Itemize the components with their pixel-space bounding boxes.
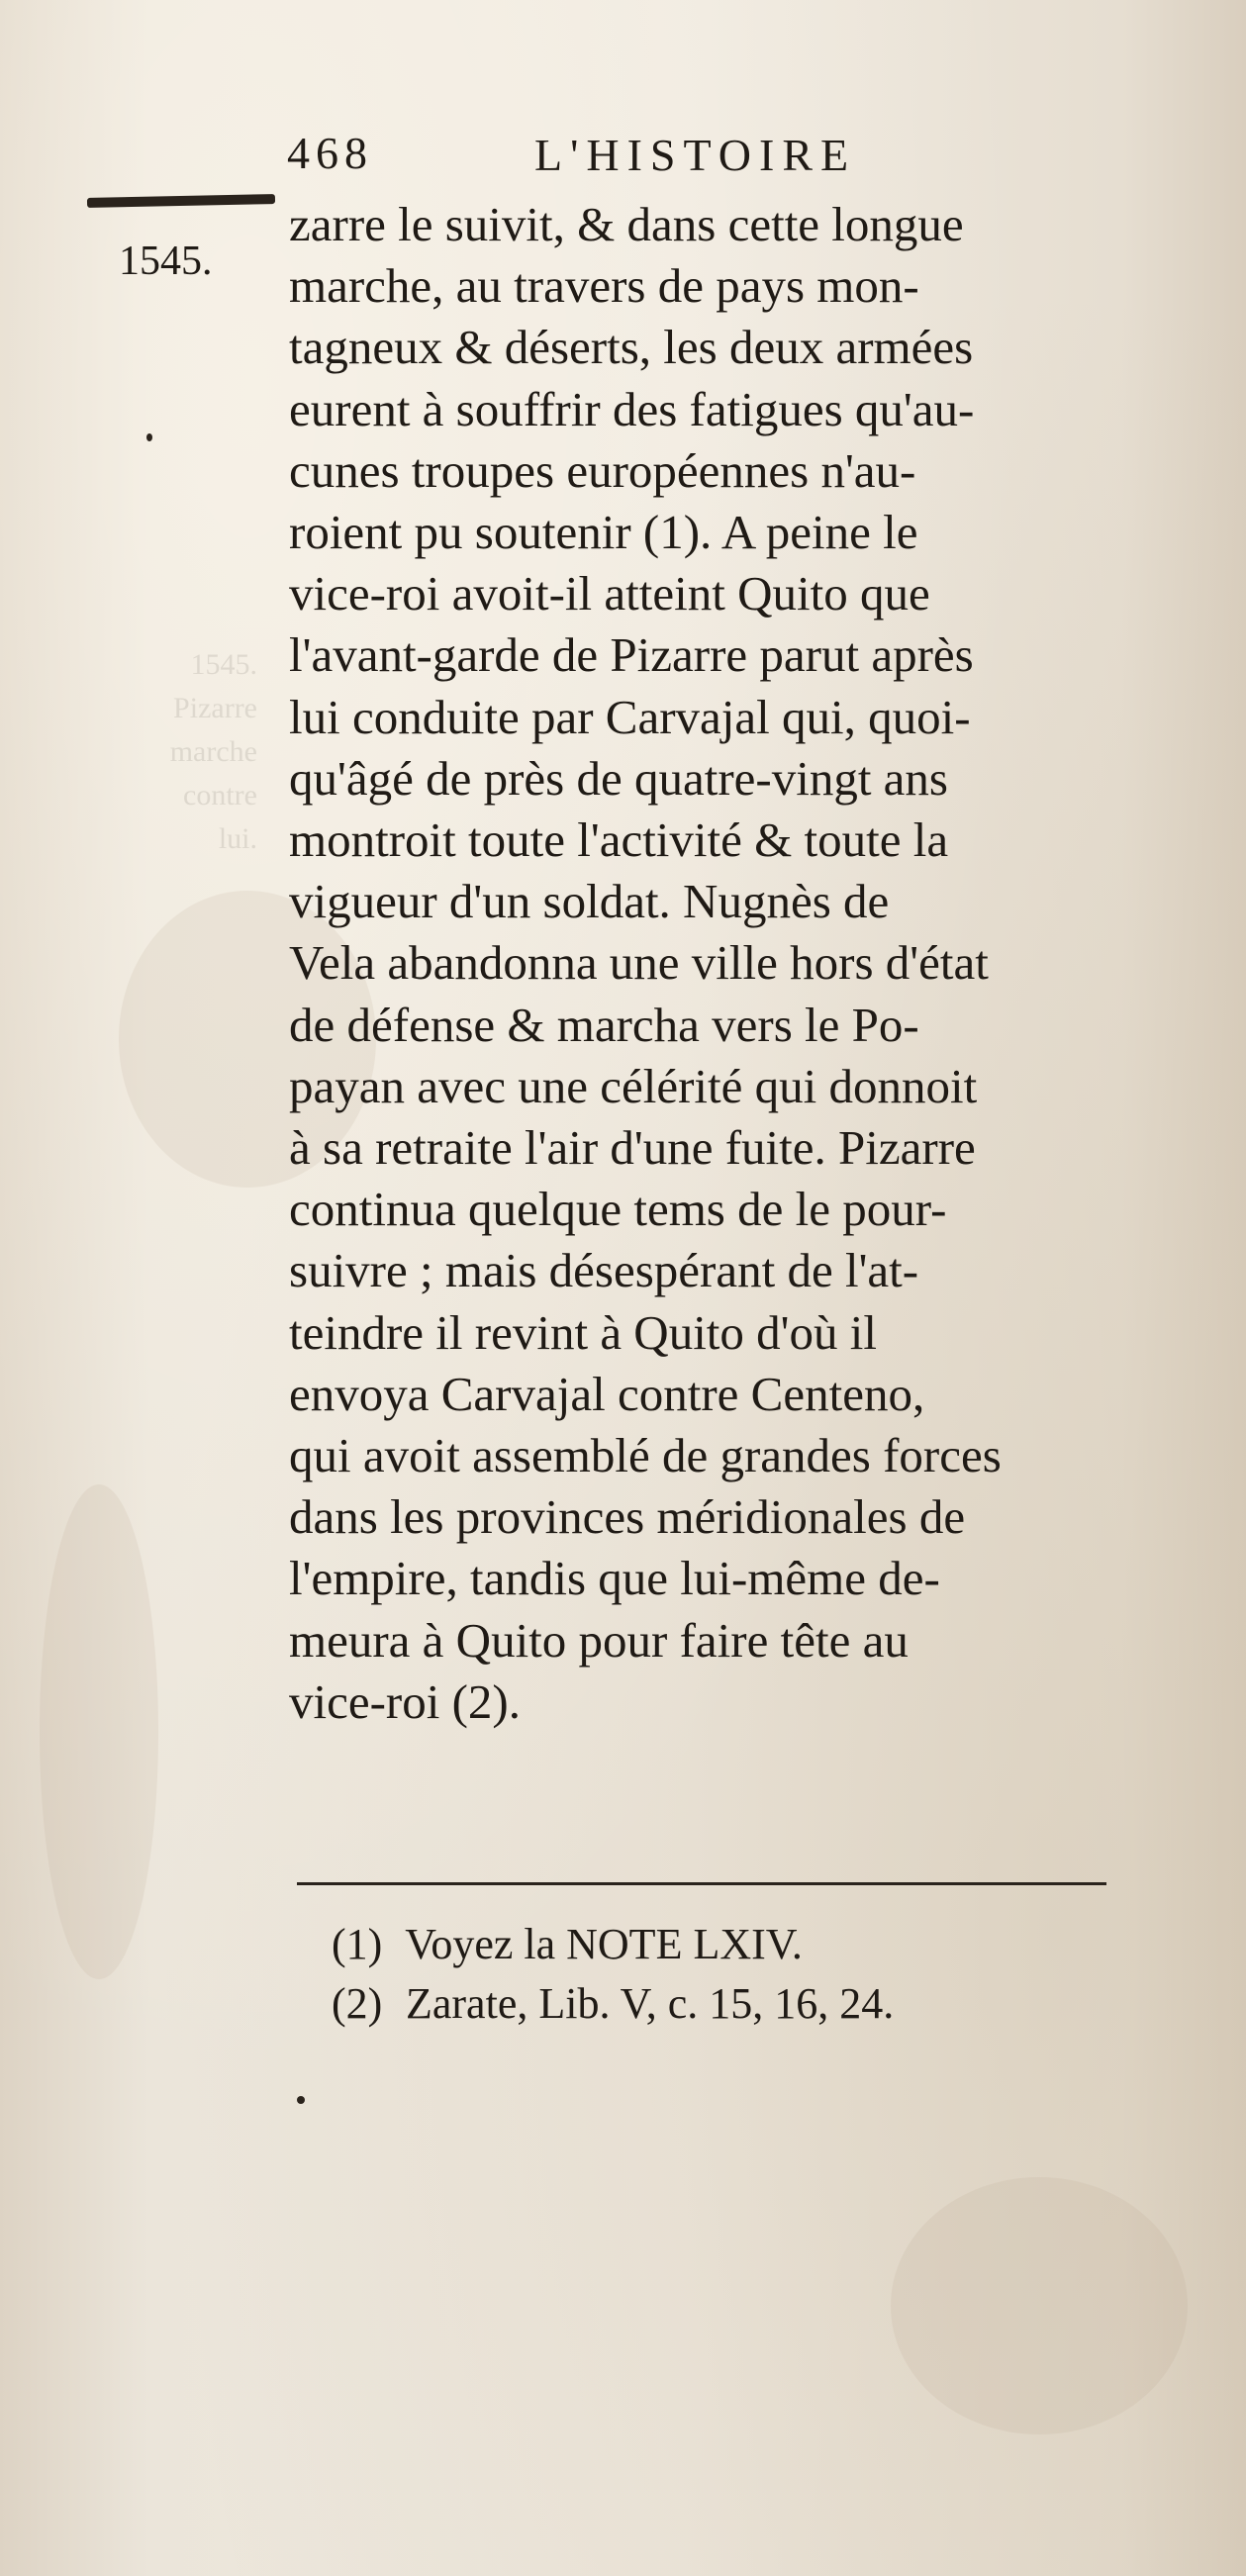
text-line: teindre il revint à Quito d'où il	[289, 1304, 877, 1360]
text-line: à sa retraite l'air d'une fuite. Pizarre	[289, 1120, 976, 1176]
bleed-through-line: marche	[169, 735, 257, 768]
text-line: montroit toute l'activité & toute la	[289, 812, 949, 868]
footnote	[332, 1915, 1222, 1974]
bleed-through-line: contre	[183, 779, 257, 811]
paper-stain	[40, 1484, 158, 1979]
ink-speck	[297, 2096, 305, 2104]
footnote-mark: (1)	[332, 1920, 383, 1968]
paper-stain	[891, 2177, 1188, 2434]
bleed-through-margin-note	[49, 643, 257, 861]
text-line: de défense & marcha vers le Po-	[289, 997, 919, 1052]
bleed-through-line: lui.	[218, 822, 257, 855]
text-line: dans les provinces méridionales de	[289, 1489, 966, 1545]
text-line: suivre ; mais désespérant de l'at-	[289, 1243, 919, 1298]
footnote-mark: (2)	[332, 1979, 383, 2028]
text-line: l'empire, tandis que lui-même de-	[289, 1551, 940, 1606]
footnote-text: Zarate, Lib. V, c. 15, 16, 24.	[406, 1979, 895, 2028]
text-line: meura à Quito pour faire tête au	[289, 1612, 909, 1668]
text-line: envoya Carvajal contre Centeno,	[289, 1366, 925, 1421]
text-line: tagneux & déserts, les deux armées	[289, 320, 974, 375]
text-line: vice-roi (2).	[289, 1673, 521, 1729]
text-line: qu'âgé de près de quatre-vingt ans	[289, 750, 948, 806]
text-line: roient pu soutenir (1). A peine le	[289, 505, 918, 560]
ink-speck	[146, 433, 152, 441]
bleed-through-line: 1545.	[190, 648, 257, 681]
body-text	[289, 194, 1209, 1733]
text-line: lui conduite par Carvajal qui, quoi-	[289, 689, 971, 744]
text-line: cunes troupes européennes n'au-	[289, 442, 916, 498]
margin-rule	[87, 194, 275, 208]
text-line: zarre le suivit, & dans cette longue	[289, 197, 964, 251]
page-number: 468	[287, 128, 373, 178]
text-line: payan avec une célérité qui donnoit	[289, 1058, 978, 1113]
text-line: Vela abandonna une ville hors d'état	[289, 935, 989, 991]
margin-year: 1545.	[119, 239, 213, 284]
text-line: marche, au travers de pays mon-	[289, 258, 919, 314]
running-title: L'HISTOIRE	[534, 130, 857, 180]
text-line: continua quelque tems de le pour-	[289, 1182, 947, 1237]
bleed-through-line: Pizarre	[173, 692, 257, 724]
text-line: eurent à souffrir des fatigues qu'au-	[289, 381, 975, 436]
text-line: vice-roi avoit-il atteint Quito que	[289, 566, 930, 621]
footnote-rule	[297, 1882, 1106, 1885]
text-line: vigueur d'un soldat. Nugnès de	[289, 874, 890, 929]
text-line: l'avant-garde de Pizarre parut après	[289, 627, 974, 683]
footnote	[332, 1974, 1222, 2034]
text-line: qui avoit assemblé de grandes forces	[289, 1428, 1002, 1483]
footnotes	[332, 1915, 1222, 2034]
footnote-text: Voyez la NOTE LXIV.	[405, 1920, 803, 1968]
page-header	[287, 127, 980, 186]
